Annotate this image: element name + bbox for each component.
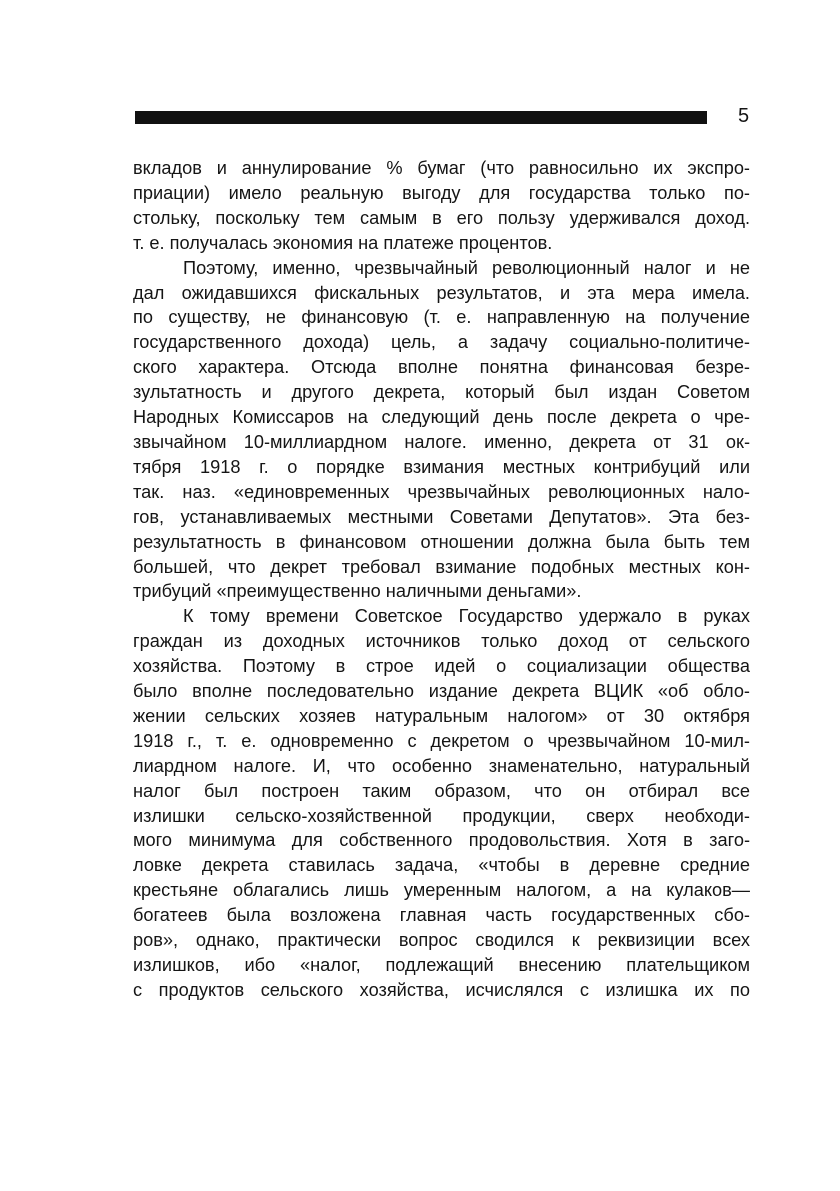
text-line: граждан из доходных источников только доход от сельского <box>133 631 750 652</box>
text-line: так. наз. «единовременных чрезвычайных революционных нало- <box>133 481 750 502</box>
text-line: звычайном 10-миллиардном налоге. именно, декрета от 31 ок- <box>133 431 750 452</box>
text-line: зультатность и другого декрета, который был издан Советом <box>133 382 750 403</box>
text-line: ловке декрета ставилась задача, «чтобы в деревне средние <box>133 855 750 876</box>
text-line: богатеев была возложена главная часть государственных сбо- <box>133 905 750 926</box>
text-line: с продуктов сельского хозяйства, исчислялся с излишка их по <box>133 979 750 1000</box>
text-line: тября 1918 г. о порядке взимания местных контрибуций или <box>133 456 750 477</box>
text-line: трибуций «преимущественно наличными деньгами». <box>133 581 582 602</box>
text-line: 1918 г., т. е. одновременно с декретом о чрезвычайном 10-мил- <box>133 730 750 751</box>
text-line: приации) имело реальную выгоду для государства только по- <box>133 182 750 203</box>
text-line: по существу, не финансовую (т. е. направленную на получение <box>133 307 750 328</box>
text-line: налог был построен таким образом, что он отбирал все <box>133 780 750 801</box>
text-line: вкладов и аннулирование % бумаг (что равносильно их экспро- <box>133 158 750 178</box>
text-line: результатность в финансовом отношении должна была быть тем <box>133 531 750 552</box>
text-line: излишков, ибо «налог, подлежащий внесению плательщиком <box>133 955 750 975</box>
header-rule <box>135 111 707 124</box>
text-line: излишки сельско-хозяйственной продукции, сверх необходи- <box>133 805 750 826</box>
text-line: т. е. получалась экономия на платеже процентов. <box>133 232 553 253</box>
body-text <box>133 156 750 1003</box>
text-line: дал ожидавшихся фискальных результатов, и эта мера имела. <box>133 282 750 303</box>
page-number: 5 <box>738 105 750 127</box>
text-line: большей, что декрет требовал взимание подобных местных кон- <box>133 556 750 577</box>
text-line: ского характера. Отсюда вполне понятна финансовая безре- <box>133 357 750 378</box>
text-line: гов, устанавливаемых местными Советами Депутатов». Эта без- <box>133 506 750 527</box>
text-line: мого минимума для собственного продовольствия. Хотя в заго- <box>133 830 750 851</box>
text-line: стольку, поскольку тем самым в его пользу удерживался доход. <box>133 207 750 228</box>
paragraph-start-line: К тому времени Советское Государство удержало в руках <box>183 606 750 627</box>
text-line: государственного дохода) цель, а задачу социально-политиче- <box>133 332 750 353</box>
text-line: крестьяне облагались лишь умеренным налогом, а на кулаков— <box>133 880 750 901</box>
text-line: хозяйства. Поэтому в строе идей о социализации общества <box>133 656 750 677</box>
text-line: Народных Комиссаров на следующий день после декрета о чре- <box>133 407 750 428</box>
text-line: лиардном налоге. И, что особенно знаменательно, натуральный <box>133 755 750 776</box>
text-line: ров», однако, практически вопрос сводился к реквизиции всех <box>133 930 750 951</box>
paragraph-start-line: Поэтому, именно, чрезвычайный революционный налог и не <box>183 257 750 278</box>
text-line: было вполне последовательно издание декрета ВЦИК «об обло- <box>133 681 750 702</box>
text-line: жении сельских хозяев натуральным налогом» от 30 октября <box>133 705 750 726</box>
